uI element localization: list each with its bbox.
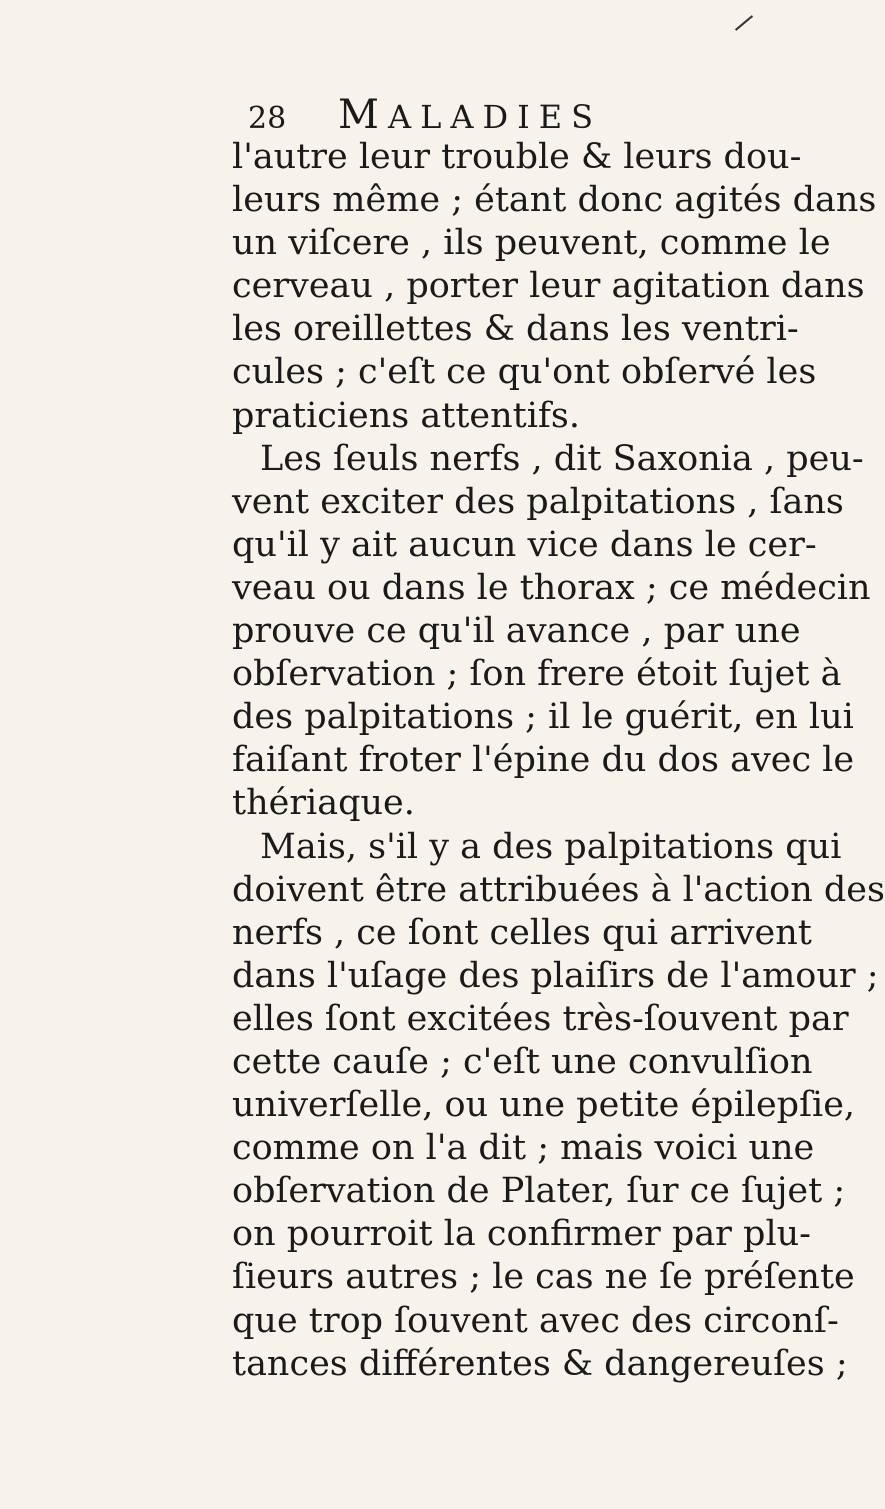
text-line: faiſant froter l'épine du dos avec le	[232, 740, 855, 781]
body-text	[232, 136, 885, 1386]
text-line: thériaque.	[232, 783, 415, 824]
pencil-mark	[735, 15, 753, 31]
text-line: prouve ce qu'il avance , par une	[232, 611, 801, 652]
text-line: elles ſont excitées très-ſouvent par	[232, 998, 849, 1039]
text-line: les oreillettes & dans les ventri-	[232, 309, 799, 350]
text-line: praticiens attentifs.	[232, 395, 580, 436]
text-line: on pourroit la confirmer par plu-	[232, 1214, 812, 1255]
text-line: l'autre leur trouble & leurs dou-	[232, 137, 802, 177]
running-title: MALADIES	[338, 92, 603, 138]
text-line: un viſcere , ils peuvent, comme le	[232, 223, 831, 264]
text-line: nerfs , ce ſont celles qui arrivent	[232, 912, 812, 953]
text-line: veau ou dans le thorax ; ce médecin	[232, 567, 871, 608]
text-line: Les ſeuls nerfs , dit Saxonia , peu-	[260, 438, 864, 479]
text-line: cerveau , porter leur agitation dans	[232, 266, 865, 307]
text-line: obſervation de Plater, ſur ce ſujet ;	[232, 1171, 846, 1212]
text-line: comme on l'a dit ; mais voici une	[232, 1128, 815, 1169]
text-line: Mais, s'il y a des palpitations qui	[260, 826, 842, 867]
text-line: tances différentes & dangereuſes ;	[232, 1343, 848, 1384]
text-line: vent exciter des palpitations , ſans	[232, 481, 844, 522]
text-line: que trop ſouvent avec des circonſ-	[232, 1300, 839, 1341]
text-line: obſervation ; ſon frere étoit ſujet à	[232, 654, 842, 695]
text-line: leurs même ; étant donc agités dans	[232, 180, 877, 221]
text-line: cules ; c'eſt ce qu'ont obſervé les	[232, 352, 817, 393]
text-line: cette cauſe ; c'eſt une convulſion	[232, 1041, 813, 1082]
running-head	[248, 92, 603, 138]
page-number: 28	[248, 101, 287, 136]
text-line: ſieurs autres ; le cas ne ſe préſente	[232, 1257, 855, 1298]
text-line: des palpitations ; il le guérit, en lui	[232, 697, 854, 738]
text-line: qu'il y ait aucun vice dans le cer-	[232, 524, 817, 565]
text-line: dans l'uſage des plaiſirs de l'amour ;	[232, 955, 879, 996]
text-line: doivent être attribuées à l'action des	[232, 869, 885, 910]
text-line: univerſelle, ou une petite épilepſie,	[232, 1085, 856, 1126]
